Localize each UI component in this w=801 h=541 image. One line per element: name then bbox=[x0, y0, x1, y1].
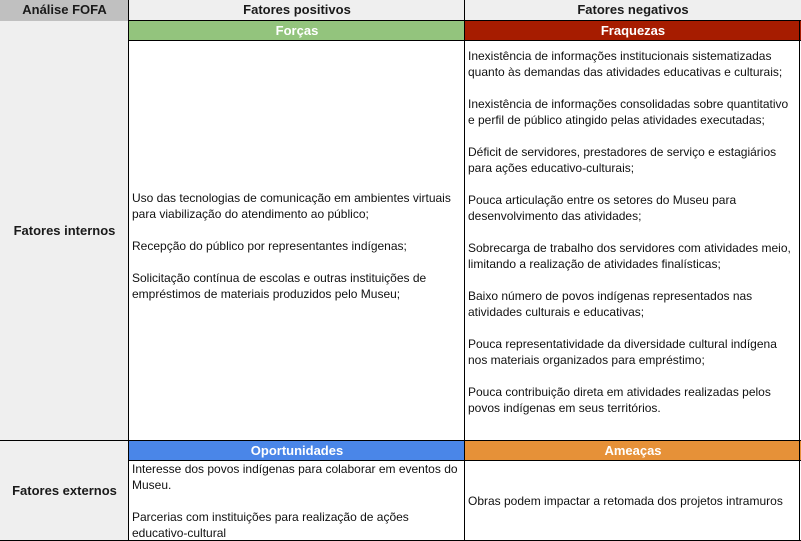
weakness-item: Inexistência de informações institucionais sistematizadas quanto às demandas das atividades educativas e culturais; bbox=[468, 49, 783, 79]
weakness-item: Sobrecarga de trabalho dos servidores com atividades meio, limitando a realização de atividades finalísticas; bbox=[468, 241, 791, 271]
opportunities-cell bbox=[129, 461, 465, 541]
row-header-external-label: Fatores externos bbox=[12, 483, 117, 498]
threat-item: Obras podem impactar a retomada dos projetos intramuros bbox=[468, 494, 783, 508]
opportunity-item: Interesse dos povos indígenas para colaborar em eventos do Museu. bbox=[132, 462, 458, 492]
row-header-internal bbox=[0, 21, 129, 440]
row-header-internal-label: Fatores internos bbox=[13, 223, 116, 238]
grid-line bbox=[0, 440, 801, 441]
weakness-item: Baixo número de povos indígenas representados nas atividades culturais e educativas; bbox=[468, 289, 753, 319]
grid-line bbox=[128, 40, 801, 41]
weakness-item: Pouca representatividade da diversidade cultural indígena nos materiais organizados para empréstimo; bbox=[468, 337, 777, 367]
strength-item: Recepção do público por representantes indígenas; bbox=[132, 238, 407, 253]
opportunity-item: Parcerias com instituições para realização de ações educativo-cultural bbox=[132, 510, 409, 540]
column-header-negative: Fatores negativos bbox=[465, 0, 801, 21]
grid-line bbox=[128, 20, 801, 21]
weakness-item: Pouca contribuição direta em atividades realizadas pelos povos indígenas em seus territórios. bbox=[468, 385, 771, 415]
column-header-positive: Fatores positivos bbox=[129, 0, 465, 21]
weakness-item: Inexistência de informações consolidadas sobre quantitativo e perfil de público atingido pelas atividades executadas; bbox=[468, 97, 789, 127]
strengths-header: Forças bbox=[129, 21, 465, 41]
weakness-item: Déficit de servidores, prestadores de serviço e estagiários para ações educativo-culturais; bbox=[468, 145, 777, 175]
threats-header: Ameaças bbox=[465, 441, 801, 461]
weakness-item: Pouca articulação entre os setores do Museu para desenvolvimento das atividades; bbox=[468, 193, 737, 223]
row-header-external bbox=[0, 440, 129, 541]
table-corner-header: Análise FOFA bbox=[0, 0, 129, 21]
opportunities-header: Oportunidades bbox=[129, 441, 465, 461]
strength-item: Solicitação contínua de escolas e outras instituições de empréstimos de materiais produzidos pelo Museu; bbox=[132, 270, 427, 301]
grid-line bbox=[799, 21, 800, 541]
strengths-cell bbox=[129, 41, 465, 440]
strength-item: Uso das tecnologias de comunicação em ambientes virtuais para viabilização do atendimento ao público; bbox=[132, 190, 451, 221]
threats-cell bbox=[465, 461, 801, 541]
weaknesses-cell bbox=[465, 41, 801, 440]
grid-line bbox=[128, 460, 801, 461]
weaknesses-header: Fraquezas bbox=[465, 21, 801, 41]
